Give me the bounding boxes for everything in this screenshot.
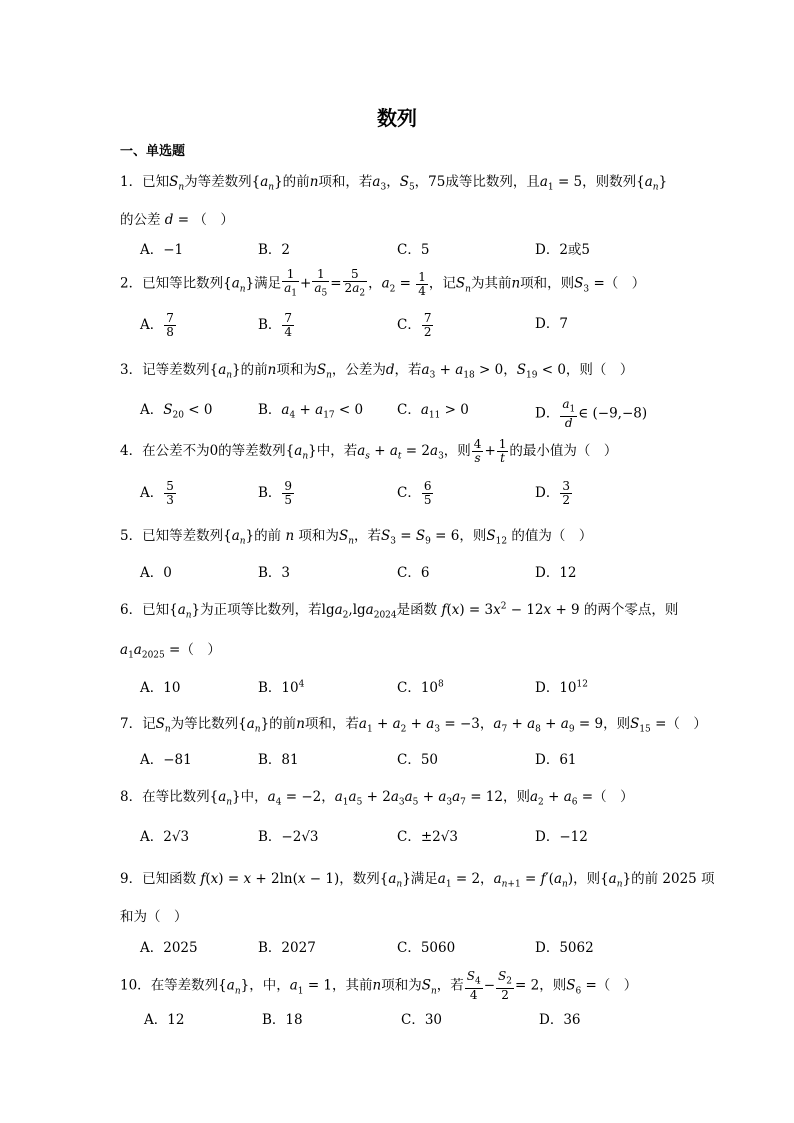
option-b[interactable]: B．3 [258,565,291,581]
option-d[interactable]: D． $\frac{a_1}{d}$ ∈ (−9,−8) [535,397,648,431]
option-a[interactable]: A．10 [140,680,181,696]
option-d[interactable]: D．$10^{12}$ [535,679,588,696]
option-a[interactable]: A．2√3 [140,829,190,845]
question-6-options [140,676,700,702]
question-8-options [140,825,700,851]
option-d[interactable]: D．61 [535,752,577,768]
option-b[interactable]: B．$a_4 + a_{17} < 0$ [258,402,364,421]
option-a[interactable]: A．−1 [140,242,184,258]
option-c[interactable]: C．5 [397,242,430,258]
question-10-options [144,1008,704,1034]
option-c[interactable]: C．$a_{11} > 0$ [397,402,469,421]
question-9-options [140,936,700,962]
question-7-options [140,748,700,774]
option-d[interactable]: D．12 [535,565,577,581]
question-5-stem: 5．已知等差数列$\{a_n\}$的前 n 项和为$S_n$，若$S_3 = S_9 = 6$，则$S_{12}$ 的值为（ ） [120,528,593,547]
option-d[interactable]: D． $\frac{3}{2}$ [535,479,570,507]
option-c[interactable]: C．±2√3 [397,829,458,845]
option-b[interactable]: B．$10^4$ [258,679,305,696]
option-c[interactable]: C．50 [397,752,439,768]
option-a[interactable]: A． $\frac{5}{3}$ [140,479,174,507]
option-b[interactable]: B．81 [258,752,299,768]
option-c[interactable]: C． $\frac{7}{2}$ [397,311,432,339]
question-1-stem: 1．已知$S_n$为等差数列$\{a_n\}$的前n项和，若$a_3$，$S_5$，75成等比数列，且$a_1 = 5$，则数列$\{a_n\}$ [120,174,668,193]
option-d[interactable]: D．5062 [535,940,594,956]
option-d[interactable]: D．−12 [535,829,588,845]
option-c[interactable]: C． $\frac{6}{5}$ [397,479,432,507]
question-3-options [140,397,700,431]
option-b[interactable]: B． $\frac{7}{4}$ [258,311,293,339]
question-6-stem: 6．已知$\{a_n\}$为正项等比数列，若lga$_2$,lga$_{2024}$是函数 $f(x) = 3x^2 - 12x + 9$ 的两个零点，则 [120,601,679,621]
question-9-stem: 9．已知函数 f(x) = x + 2ln(x − 1)，数列$\{a_n\}$满足$a_1 = 2$，$a_{n+1} = f'(a_n)$，则$\{a_n\}$的前 2025 项 [120,871,715,890]
option-a[interactable]: A． $\frac{7}{8}$ [140,311,174,339]
page-title: 数列 [377,106,417,130]
option-d[interactable]: D．2或5 [535,242,591,258]
question-6-stem-line2: $a_1a_{2025}$ =（ ） [120,642,221,661]
question-4-stem: 4．在公差不为0的等差数列$\{a_n\}$中，若$a_s + a_t = 2a_3$，则 $\frac{4}{s}$ + $\frac{1}{t}$ 的最小值为（ ） [120,437,618,465]
question-3-stem: 3．记等差数列$\{a_n\}$的前n项和为$S_n$，公差为d，若$a_3 + a_{18} > 0$，$S_{19} < 0$，则（ ） [120,362,634,381]
question-4-options [140,480,700,506]
option-b[interactable]: B． $\frac{9}{5}$ [258,479,293,507]
question-10-stem: 10．在等差数列$\{a_n\}$，中，$a_1 = 1$，其前n项和为$S_n$，若 $\frac{S_4}{4}$ − $\frac{S_2}{2}$ = 2，则$S_6$ =（ ） [120,969,638,1003]
question-5-options [140,561,700,587]
option-a[interactable]: A．$S_{20} < 0$ [140,402,213,421]
question-2-stem: 2．已知等比数列$\{a_n\}$满足 $\frac{1}{a_1}$ + $\frac{1}{a_5}$ = $\frac{5}{2a_2}$ ，$a_2$ = $\frac{1}{4}$ ，记$S_n$为其前n项和，则$S_3$ =（ ） [120,267,646,299]
question-1-options [140,238,700,264]
question-8-stem: 8．在等比数列$\{a_n\}$中，$a_4 = -2$，$a_1a_5 + 2a_3a_5 + a_3a_7 = 12$，则$a_2 + a_6$ =（ ） [120,789,634,808]
option-c[interactable]: C．$10^8$ [397,679,444,696]
option-b[interactable]: B．18 [262,1012,303,1028]
option-d[interactable]: D．7 [535,316,568,332]
question-9-stem-line2: 和为（ ） [120,909,188,925]
option-c[interactable]: C．6 [397,565,430,581]
question-2-options [140,312,700,338]
option-b[interactable]: B．2027 [258,940,316,956]
question-1-stem-line2: 的公差 d = （ ） [120,212,234,228]
option-a[interactable]: A．2025 [140,940,198,956]
question-7-stem: 7．记$S_n$为等比数列$\{a_n\}$的前n项和，若$a_1 + a_2 + a_3 = -3$，$a_7 + a_8 + a_9 = 9$，则$S_{15}$ =（ ） [120,716,707,735]
option-b[interactable]: B．−2√3 [258,829,319,845]
option-a[interactable]: A．12 [144,1012,185,1028]
option-d[interactable]: D．36 [539,1012,581,1028]
section-heading: 一、单选题 [120,144,186,159]
option-c[interactable]: C．5060 [397,940,456,956]
option-c[interactable]: C．30 [401,1012,443,1028]
option-a[interactable]: A．−81 [140,752,192,768]
option-b[interactable]: B．2 [258,242,291,258]
option-a[interactable]: A．0 [140,565,172,581]
